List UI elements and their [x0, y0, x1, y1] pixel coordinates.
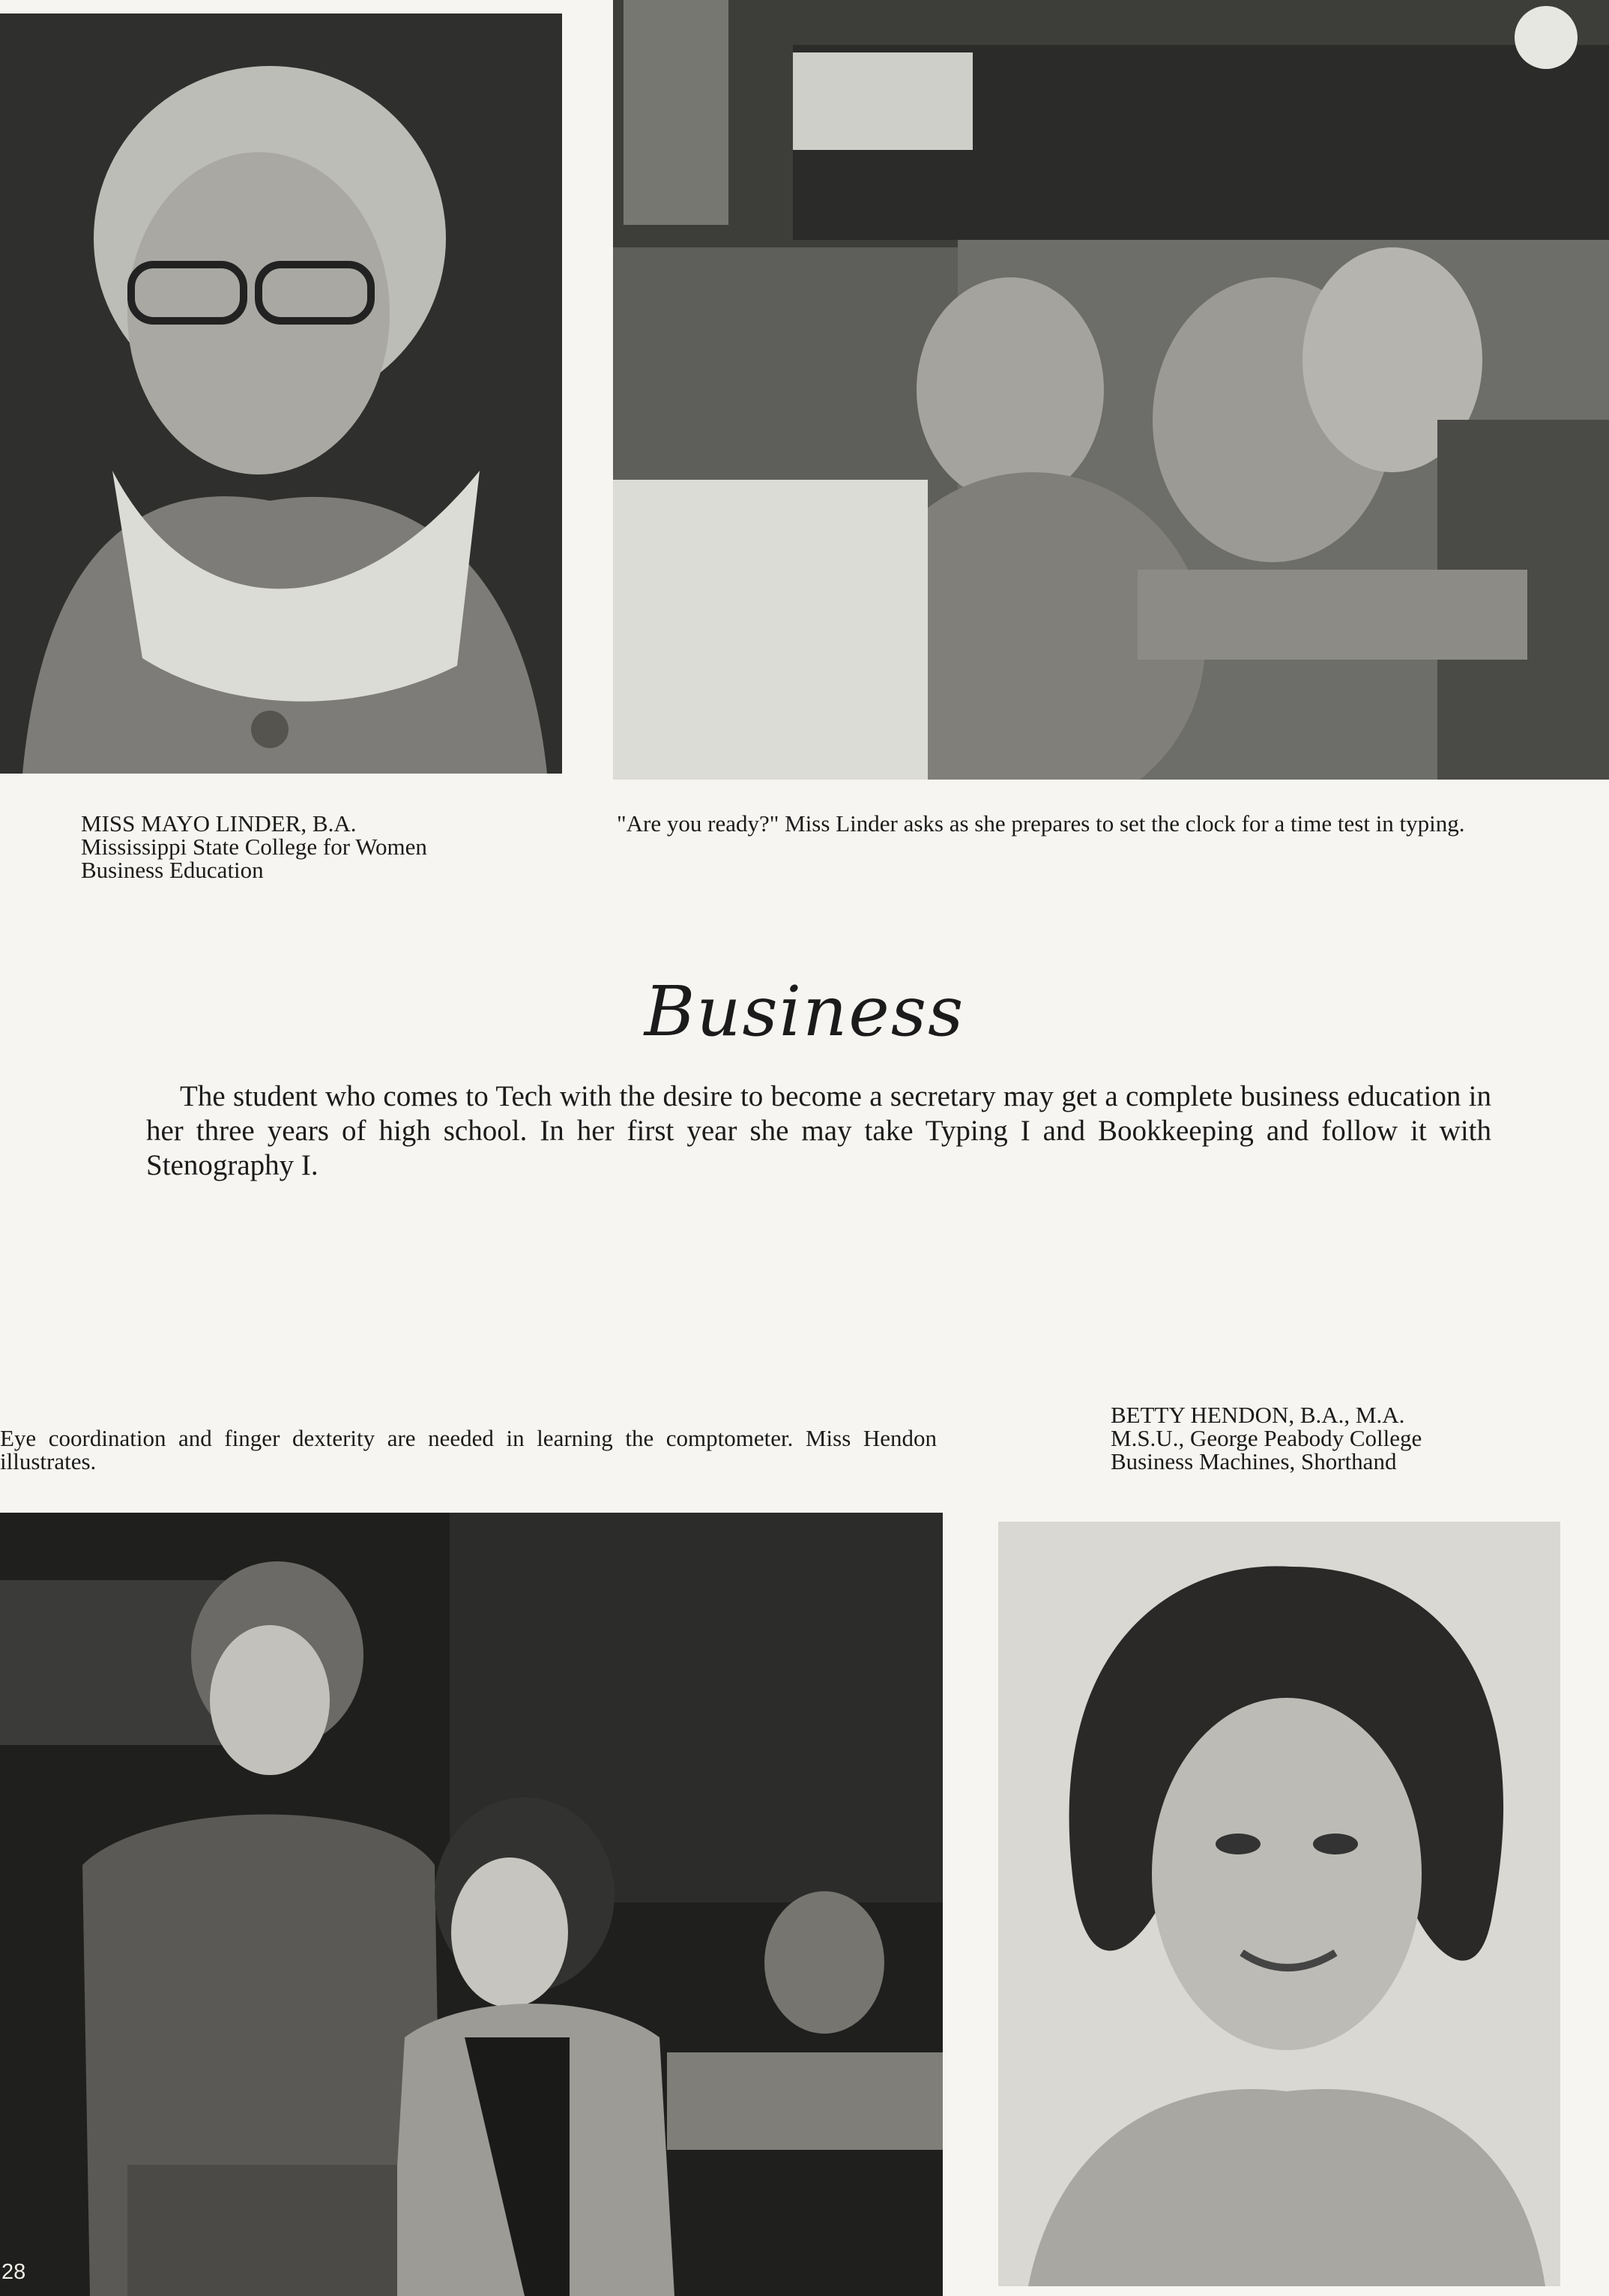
- classroom-photo-icon: [0, 1513, 943, 2296]
- typing-class-photo: [613, 0, 1609, 780]
- linder-school: Mississippi State College for Women: [81, 834, 427, 860]
- portrait-photo-icon: [0, 13, 562, 774]
- hendon-name: BETTY HENDON, B.A., M.A.: [1111, 1402, 1405, 1428]
- typing-caption: "Are you ready?" Miss Linder asks as she prepares to set the clock for a time test in typing.: [617, 810, 1465, 837]
- linder-subject: Business Education: [81, 857, 264, 883]
- body-paragraph: The student who comes to Tech with the desire to become a secretary may get a complete business education in her three years of high school. In her first year she may take Typing I and Bookkeeping and follow it with Stenography I.: [146, 1080, 1491, 1181]
- page-number: 28: [1, 2260, 26, 2284]
- linder-caption: [81, 812, 568, 882]
- comptometer-lesson-photo: [0, 1513, 943, 2296]
- hendon-caption: [1111, 1403, 1590, 1473]
- hendon-subject: Business Machines, Shorthand: [1111, 1448, 1397, 1474]
- hendon-portrait-photo: [998, 1522, 1560, 2286]
- comptometer-caption: Eye coordination and finger dexterity are needed in learning the comptometer. Miss Hendon illustrates.: [0, 1425, 937, 1474]
- classroom-photo-icon: [613, 0, 1609, 780]
- portrait-photo-icon: [998, 1522, 1560, 2286]
- hendon-school: M.S.U., George Peabody College: [1111, 1425, 1422, 1451]
- linder-name: MISS MAYO LINDER, B.A.: [81, 810, 357, 837]
- section-title: Business: [644, 971, 965, 1052]
- linder-portrait-photo: [0, 13, 562, 774]
